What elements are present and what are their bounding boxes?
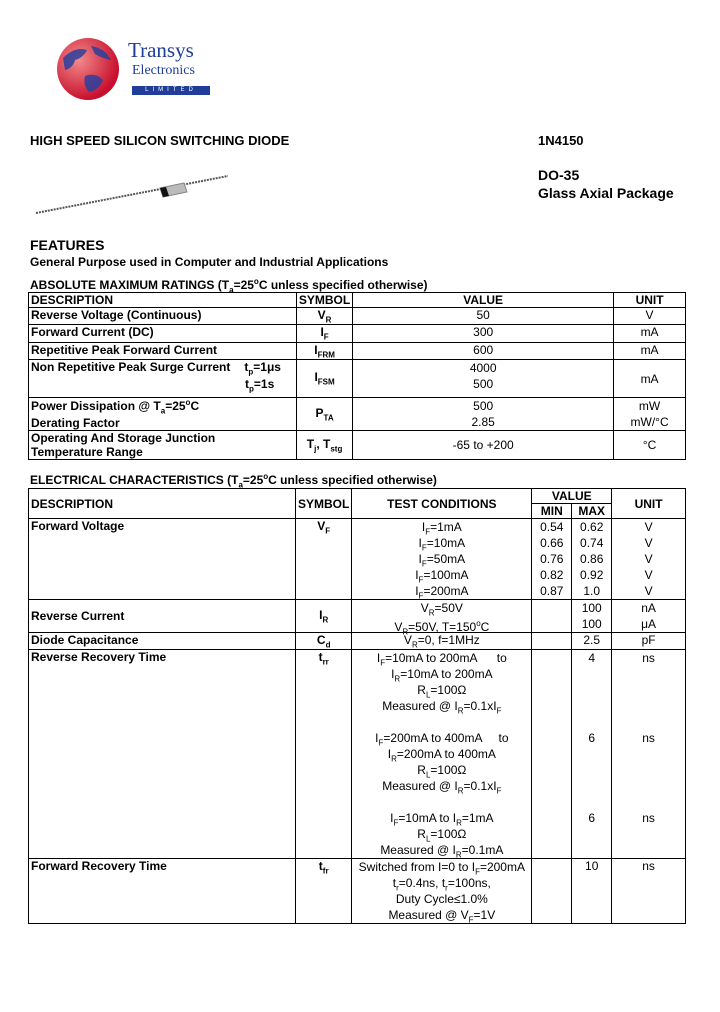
table-row: Reverse Current $I_R$ $V_R=50V$ $V_R=50V$, $T=150^oC$ 100 100 nA μA: [29, 600, 686, 633]
abs-max-table: [28, 292, 686, 460]
brand-tag: LIMITED: [132, 86, 210, 95]
table-row: Non Repetitive Peak Surge Current $t_p=1\mu s$ $t_p=1s$ $I_{FSM}$ 4000 500 mA: [29, 360, 686, 398]
package-name: DO-35: [538, 167, 580, 183]
table-row: Reverse Recovery Time $t_{rr}$ $I_F=10mA$ to 200mA to $I_R=10mA$ to 200mA $R_L=100\Omega$ Measured @ $I_R=0.1xI_F$ $I_F=200mA$ to 400mA to $I_R=200mA$ to 400mA $R_L=100\Omega$ Measured @ $I_R=0.1xI_F$ $I_F=10mA$ to $I_R=1mA$ $R_L=100\Omega$ Measured @ $I_R=0.1mA$ 4 6 6 ns ns ns: [29, 650, 686, 859]
elec-table: DESCRIPTION SYMBOL TEST CONDITIONS VALUE UNIT MIN MAX Forward Voltage $V_F$ $I_F=1mA$ $I_F=10mA$ $I_F=50mA$ $I_F=100mA$ $I_F=200mA$ 0.54 0.66 0.76 0.82 0.87 0.62 0.74 0.86 0.92 1.0 V V V V V Reverse Current $I_R$ $V_R=50V$ $V_R=50V$, $T=150^oC$ 100 100 nA μA Diode Capacitance $C_d$ $V_R=0$, f=1MHz 2.5 pF Reverse Recovery Time $t_{rr}$ $I_F=10mA$ to 200mA to $I_R=10mA$ to 200mA $R_L=100\Omega$ Measured @ $I_R=0.1xI_F$ $I_F=200mA$ to 400mA to $I_R=200mA$ to 400mA $R_L=100\Omega$ Measured @ $I_R=0.1xI_F$ $I_F=10mA$ to $I_R=1mA$ $R_L=100\Omega$ Measured @ $I_R=0.1mA$ 4 6 6 ns ns ns Forward Recovery Time $t_{fr}$ Switched from I=0 to $I_F=200mA$ $t_r=0.4ns$, $t_r=100ns$, Duty Cycle≤1.0% Measured @ $V_F=1V$ 10 ns: [28, 488, 686, 924]
elec-heading: ELECTRICAL CHARACTERISTICS ($T_a=25^oC$ unless specified otherwise): [30, 472, 437, 490]
brand-subtitle: Electronics: [132, 63, 195, 78]
table-row: Diode Capacitance $C_d$ $V_R=0$, f=1MHz 2.5 pF: [29, 633, 686, 650]
table-row: Forward Voltage $V_F$ $I_F=1mA$ $I_F=10mA$ $I_F=50mA$ $I_F=100mA$ $I_F=200mA$ 0.54 0.66 0.76 0.82 0.87 0.62 0.74 0.86 0.92 1.0 V V V V V: [29, 519, 686, 600]
table-row: Forward Recovery Time $t_{fr}$ Switched from I=0 to $I_F=200mA$ $t_r=0.4ns$, $t_r=100ns$, Duty Cycle≤1.0% Measured @ $V_F=1V$ 10 ns: [29, 859, 686, 924]
features-heading: FEATURES: [30, 237, 105, 253]
part-number: 1N4150: [538, 133, 584, 148]
table-row: Repetitive Peak Forward Current $I_{FRM}$ 600 mA: [29, 342, 686, 359]
diode-illustration: [32, 170, 232, 220]
table-header-row: DESCRIPTION SYMBOL TEST CONDITIONS VALUE UNIT: [29, 489, 686, 504]
package-desc: Glass Axial Package: [538, 185, 674, 201]
features-line: General Purpose used in Computer and Industrial Applications: [30, 255, 389, 269]
abs-max-heading: ABSOLUTE MAXIMUM RATINGS ($T_a=25^oC$ unless specified otherwise): [30, 277, 428, 295]
page-title: HIGH SPEED SILICON SWITCHING DIODE: [30, 133, 290, 148]
table-row: Forward Current (DC) $I_F$ 300 mA: [29, 325, 686, 342]
table-row: Power Dissipation @ $T_a=25^oC$ Derating Factor $P_{TA}$ 500 2.85 mW mW/°C: [29, 398, 686, 431]
company-logo-globe: [55, 36, 121, 102]
table-header-row: DESCRIPTION SYMBOL VALUE UNIT: [29, 293, 686, 308]
brand-name: Transys: [128, 38, 194, 62]
table-row: Operating And Storage Junction Temperature Range $T_j$, $T_{stg}$ -65 to +200 °C: [29, 431, 686, 460]
table-row: Reverse Voltage (Continuous) $V_R$ 50 V: [29, 308, 686, 325]
